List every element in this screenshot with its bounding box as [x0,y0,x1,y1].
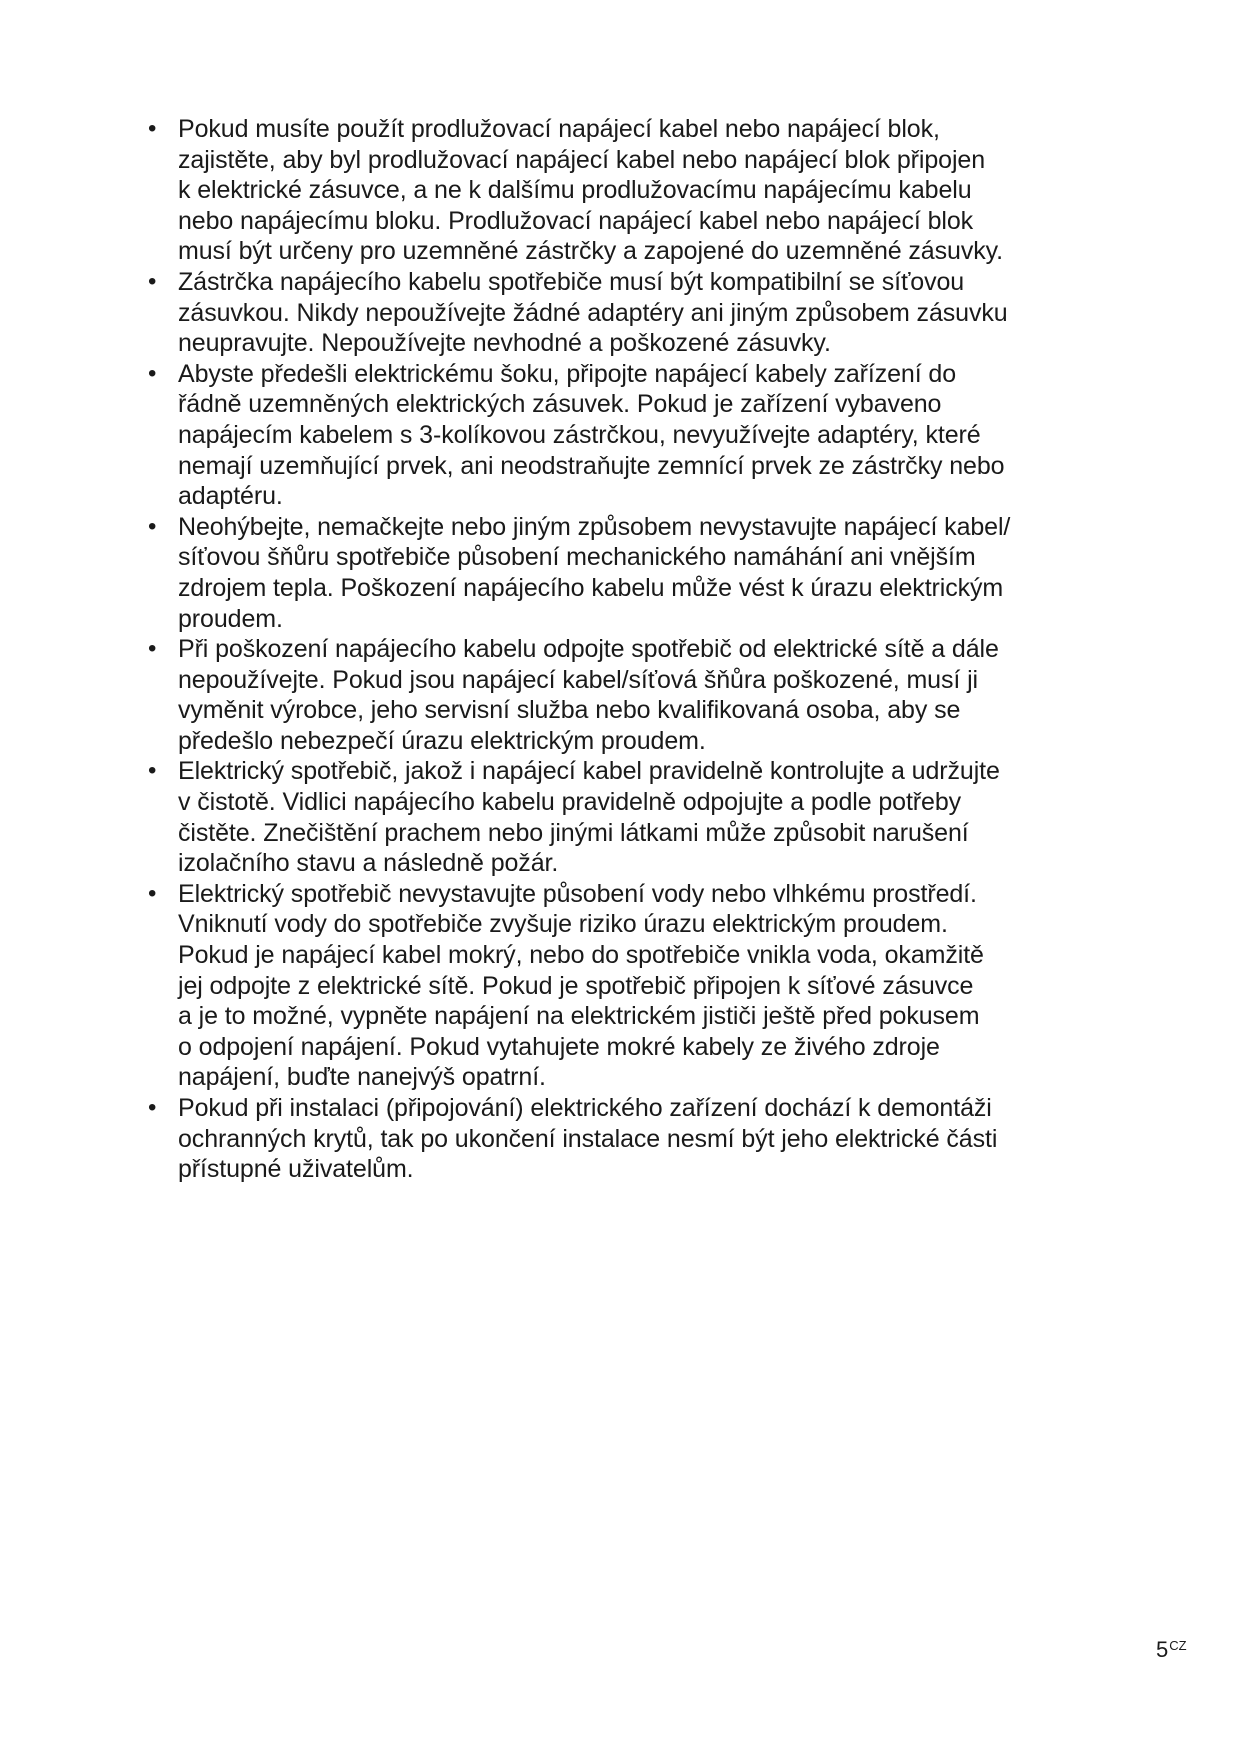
bullet-text-line: Neohýbejte, nemačkejte nebo jiným způsobem nevystavujte napájecí kabel/ [178,512,1011,541]
bullet-text-line: síťovou šňůru spotřebiče působení mechanického namáhání ani vnějším [178,543,976,572]
bullet-text-line: nemají uzemňující prvek, ani neodstraňujte zemnící prvek ze zástrčky nebo [178,451,1005,480]
bullet-item [148,756,1168,878]
bullet-dot-icon: • [148,879,157,907]
bullet-text-line: izolačního stavu a následně požár. [178,849,559,878]
bullet-text-line: k elektrické zásuvce, a ne k dalšímu prodlužovacímu napájecímu kabelu [178,176,972,205]
bullet-text-line: čistěte. Znečištění prachem nebo jinými látkami může způsobit narušení [178,818,969,847]
bullet-text-line: neupravujte. Nepoužívejte nevhodné a poškozené zásuvky. [178,329,831,358]
bullet-dot-icon: • [148,635,157,663]
bullet-text-line: o odpojení napájení. Pokud vytahujete mokré kabely ze živého zdroje [178,1032,940,1061]
bullet-text-line: řádně uzemněných elektrických zásuvek. Pokud je zařízení vybaveno [178,390,942,419]
bullet-text-line: vyměnit výrobce, jeho servisní služba nebo kvalifikovaná osoba, aby se [178,696,961,725]
bullet-text-line: zdrojem tepla. Poškození napájecího kabelu může vést k úrazu elektrickým [178,573,1004,602]
bullet-text-line: Elektrický spotřebič, jakož i napájecí kabel pravidelně kontrolujte a udržujte [178,757,1000,786]
bullet-dot-icon: • [148,115,157,142]
bullet-dot-icon: • [148,512,157,540]
bullet-item [148,114,1168,267]
bullet-text-line: adaptéru. [178,482,283,511]
bullet-text-line: proudem. [178,604,283,633]
bullet-text-line: ochranných krytů, tak po ukončení instalace nesmí být jeho elektrické části [178,1124,998,1153]
bullet-text-line: přístupné uživatelům. [178,1155,414,1184]
bullet-text-line: zásuvkou. Nikdy nepoužívejte žádné adaptéry ani jiným způsobem zásuvku [178,298,1008,327]
bullet-text-line: předešlo nebezpečí úrazu elektrickým proudem. [178,726,706,755]
bullet-text-line: napájecím kabelem s 3-kolíkovou zástrčkou, nevyužívejte adaptéry, které [178,420,981,449]
bullet-dot-icon: • [148,359,157,387]
bullet-dot-icon: • [148,267,157,295]
bullet-text-line: nepoužívejte. Pokud jsou napájecí kabel/síťová šňůra poškozené, musí ji [178,665,978,694]
bullet-text-line: Pokud musíte použít prodlužovací napájecí kabel nebo napájecí blok, [178,115,940,143]
bullet-text-line: Abyste předešli elektrickému šoku, připojte napájecí kabely zařízení do [178,359,957,388]
bullet-text-line: Elektrický spotřebič nevystavujte působení vody nebo vlhkému prostředí. [178,879,977,908]
bullet-text-line: v čistotě. Vidlici napájecího kabelu pravidelně odpojujte a podle potřeby [178,788,962,817]
bullet-text-line: napájení, buďte nanejvýš opatrní. [178,1063,546,1092]
bullet-text-line: a je to možné, vypněte napájení na elektrickém jističi ještě před pokusem [178,1002,980,1031]
bullet-text-line: Vniknutí vody do spotřebiče zvyšuje riziko úrazu elektrickým proudem. [178,910,948,939]
bullet-item [148,267,1168,359]
bullet-item [148,359,1168,512]
bullet-text-line: zajistěte, aby byl prodlužovací napájecí kabel nebo napájecí blok připojen [178,145,986,174]
bullet-text-line: musí být určeny pro uzemněné zástrčky a zapojené do uzemněné zásuvky. [178,237,1004,266]
page-number [1156,1637,1187,1663]
bullet-text-line: Pokud při instalaci (připojování) elektrického zařízení dochází k demontáži [178,1094,992,1122]
bullet-text-line: Při poškození napájecího kabelu odpojte spotřebič od elektrické sítě a dále [178,635,999,664]
bullet-dot-icon: • [148,1094,157,1121]
bullet-item [148,634,1168,756]
page-number-value: 5 [1156,1637,1169,1662]
bullet-text-line: nebo napájecímu bloku. Prodlužovací napájecí kabel nebo napájecí blok [178,206,974,235]
bullet-item [148,879,1168,1093]
bullet-text-line: Zástrčka napájecího kabelu spotřebiče musí být kompatibilní se síťovou [178,267,965,296]
bullet-text-line: Pokud je napájecí kabel mokrý, nebo do spotřebiče vnikla voda, okamžitě [178,941,984,970]
page-number-language: CZ [1169,1638,1187,1653]
safety-bullet-list [148,114,1168,1185]
bullet-dot-icon: • [148,757,157,785]
bullet-item [148,1093,1168,1185]
bullet-item [148,512,1168,634]
bullet-text-line: jej odpojte z elektrické sítě. Pokud je spotřebič připojen k síťové zásuvce [178,971,974,1000]
